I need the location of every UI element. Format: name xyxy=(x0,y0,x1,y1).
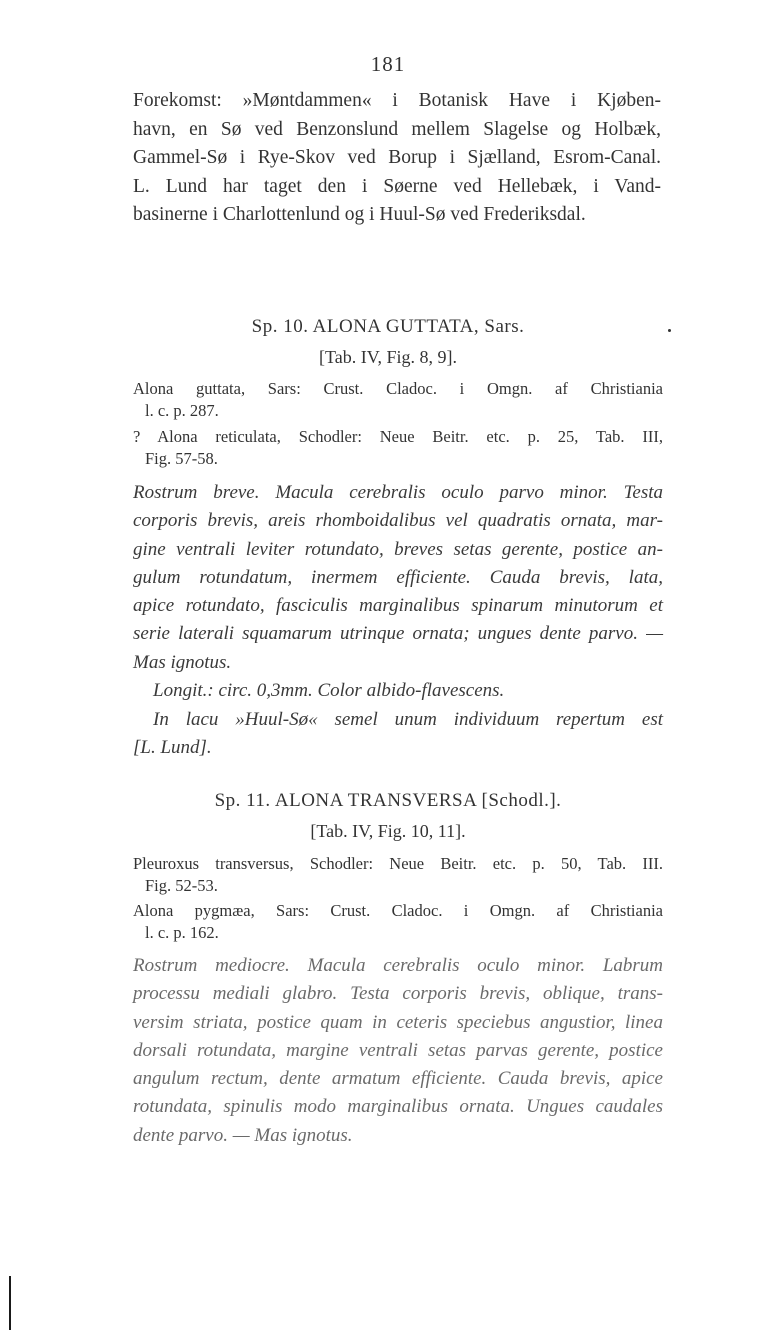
species-10-tab-reference: [Tab. IV, Fig. 8, 9]. xyxy=(319,347,457,367)
page-number: 181 xyxy=(370,52,406,76)
description-line: versim striata, postice quam in ceteris speciebus angustior, linea xyxy=(133,1011,663,1033)
description-line: gulum rotundatum, inermem efficiente. Cauda brevis, lata, xyxy=(133,566,663,588)
species-11-synonym-1 xyxy=(133,853,663,897)
synonym-line: Pleuroxus transversus, Schodler: Neue Beitr. etc. p. 50, Tab. III. xyxy=(133,854,663,873)
synonym-line: ? Alona reticulata, Schodler: Neue Beitr. etc. p. 25, Tab. III, xyxy=(133,427,663,446)
text-line: basinerne i Charlottenlund og i Huul-Sø ved Frederiksdal. xyxy=(133,204,586,225)
description-line: angulum rectum, dente armatum efficiente. Cauda brevis, apice xyxy=(133,1068,663,1090)
description-line: Rostrum breve. Macula cerebralis oculo parvo minor. Testa xyxy=(133,482,663,503)
species-10-heading: Sp. 10. ALONA GUTTATA, Sars. xyxy=(251,316,525,337)
description-line: serie laterali squamarum utrinque ornata; ungues dente parvo. — xyxy=(133,623,663,645)
species-10-synonym-1 xyxy=(133,378,663,422)
species-10-synonym-2 xyxy=(133,426,663,470)
description-line: apice rotundato, fasciculis marginalibus spinarum minutorum et xyxy=(133,595,663,617)
species-11-description xyxy=(133,952,663,1150)
species-11-tab-reference: [Tab. IV, Fig. 10, 11]. xyxy=(310,821,466,841)
description-line: rotundata, spinulis modo marginalibus ornata. Ungues caudales xyxy=(133,1096,663,1118)
synonym-line: Alona pygmæa, Sars: Crust. Cladoc. i Omgn. af Christiania xyxy=(133,901,663,920)
description-line: Mas ignotus. xyxy=(133,651,232,673)
synonym-line: Fig. 52-53. xyxy=(145,876,218,895)
margin-rule xyxy=(9,1276,11,1330)
synonym-line: Alona guttata, Sars: Crust. Cladoc. i Omgn. af Christiania xyxy=(133,379,663,398)
forekomst-paragraph xyxy=(133,87,661,230)
species-10-found xyxy=(133,706,663,763)
size-line: Longit.: circ. 0,3mm. Color albido-flavescens. xyxy=(153,680,505,701)
text-line: Gammel-Sø i Rye-Skov ved Borup i Sjælland, Esrom-Canal. xyxy=(133,147,661,168)
species-11-synonym-2 xyxy=(133,900,663,944)
species-10-description xyxy=(133,479,663,677)
synonym-line: Fig. 57-58. xyxy=(145,449,218,468)
text-line: L. Lund har taget den i Søerne ved Hellebæk, i Vand- xyxy=(133,175,661,197)
ink-dot xyxy=(668,329,671,332)
description-line: dorsali rotundata, margine ventrali setas parvas gerente, postice xyxy=(133,1039,663,1061)
species-10-size xyxy=(153,677,663,705)
description-line: dente parvo. — Mas ignotus. xyxy=(133,1124,353,1146)
description-line: processu mediali glabro. Testa corporis brevis, oblique, trans- xyxy=(133,983,663,1005)
found-line: [L. Lund]. xyxy=(133,737,212,759)
text-line: Forekomst: »Møntdammen« i Botanisk Have i Kjøben- xyxy=(133,90,661,111)
description-line: corporis brevis, areis rhomboidalibus vel quadratis ornata, mar- xyxy=(133,510,663,532)
found-line: In lacu »Huul-Sø« semel unum individuum repertum est xyxy=(153,709,663,730)
synonym-line: l. c. p. 287. xyxy=(145,401,219,420)
species-11-heading: Sp. 11. ALONA TRANSVERSA [Schodl.]. xyxy=(214,790,562,811)
description-line: Rostrum mediocre. Macula cerebralis oculo minor. Labrum xyxy=(133,955,663,976)
synonym-line: l. c. p. 162. xyxy=(145,923,219,942)
description-line: gine ventrali leviter rotundato, breves setas gerente, postice an- xyxy=(133,538,663,560)
text-line: havn, en Sø ved Benzonslund mellem Slagelse og Holbæk, xyxy=(133,118,661,140)
